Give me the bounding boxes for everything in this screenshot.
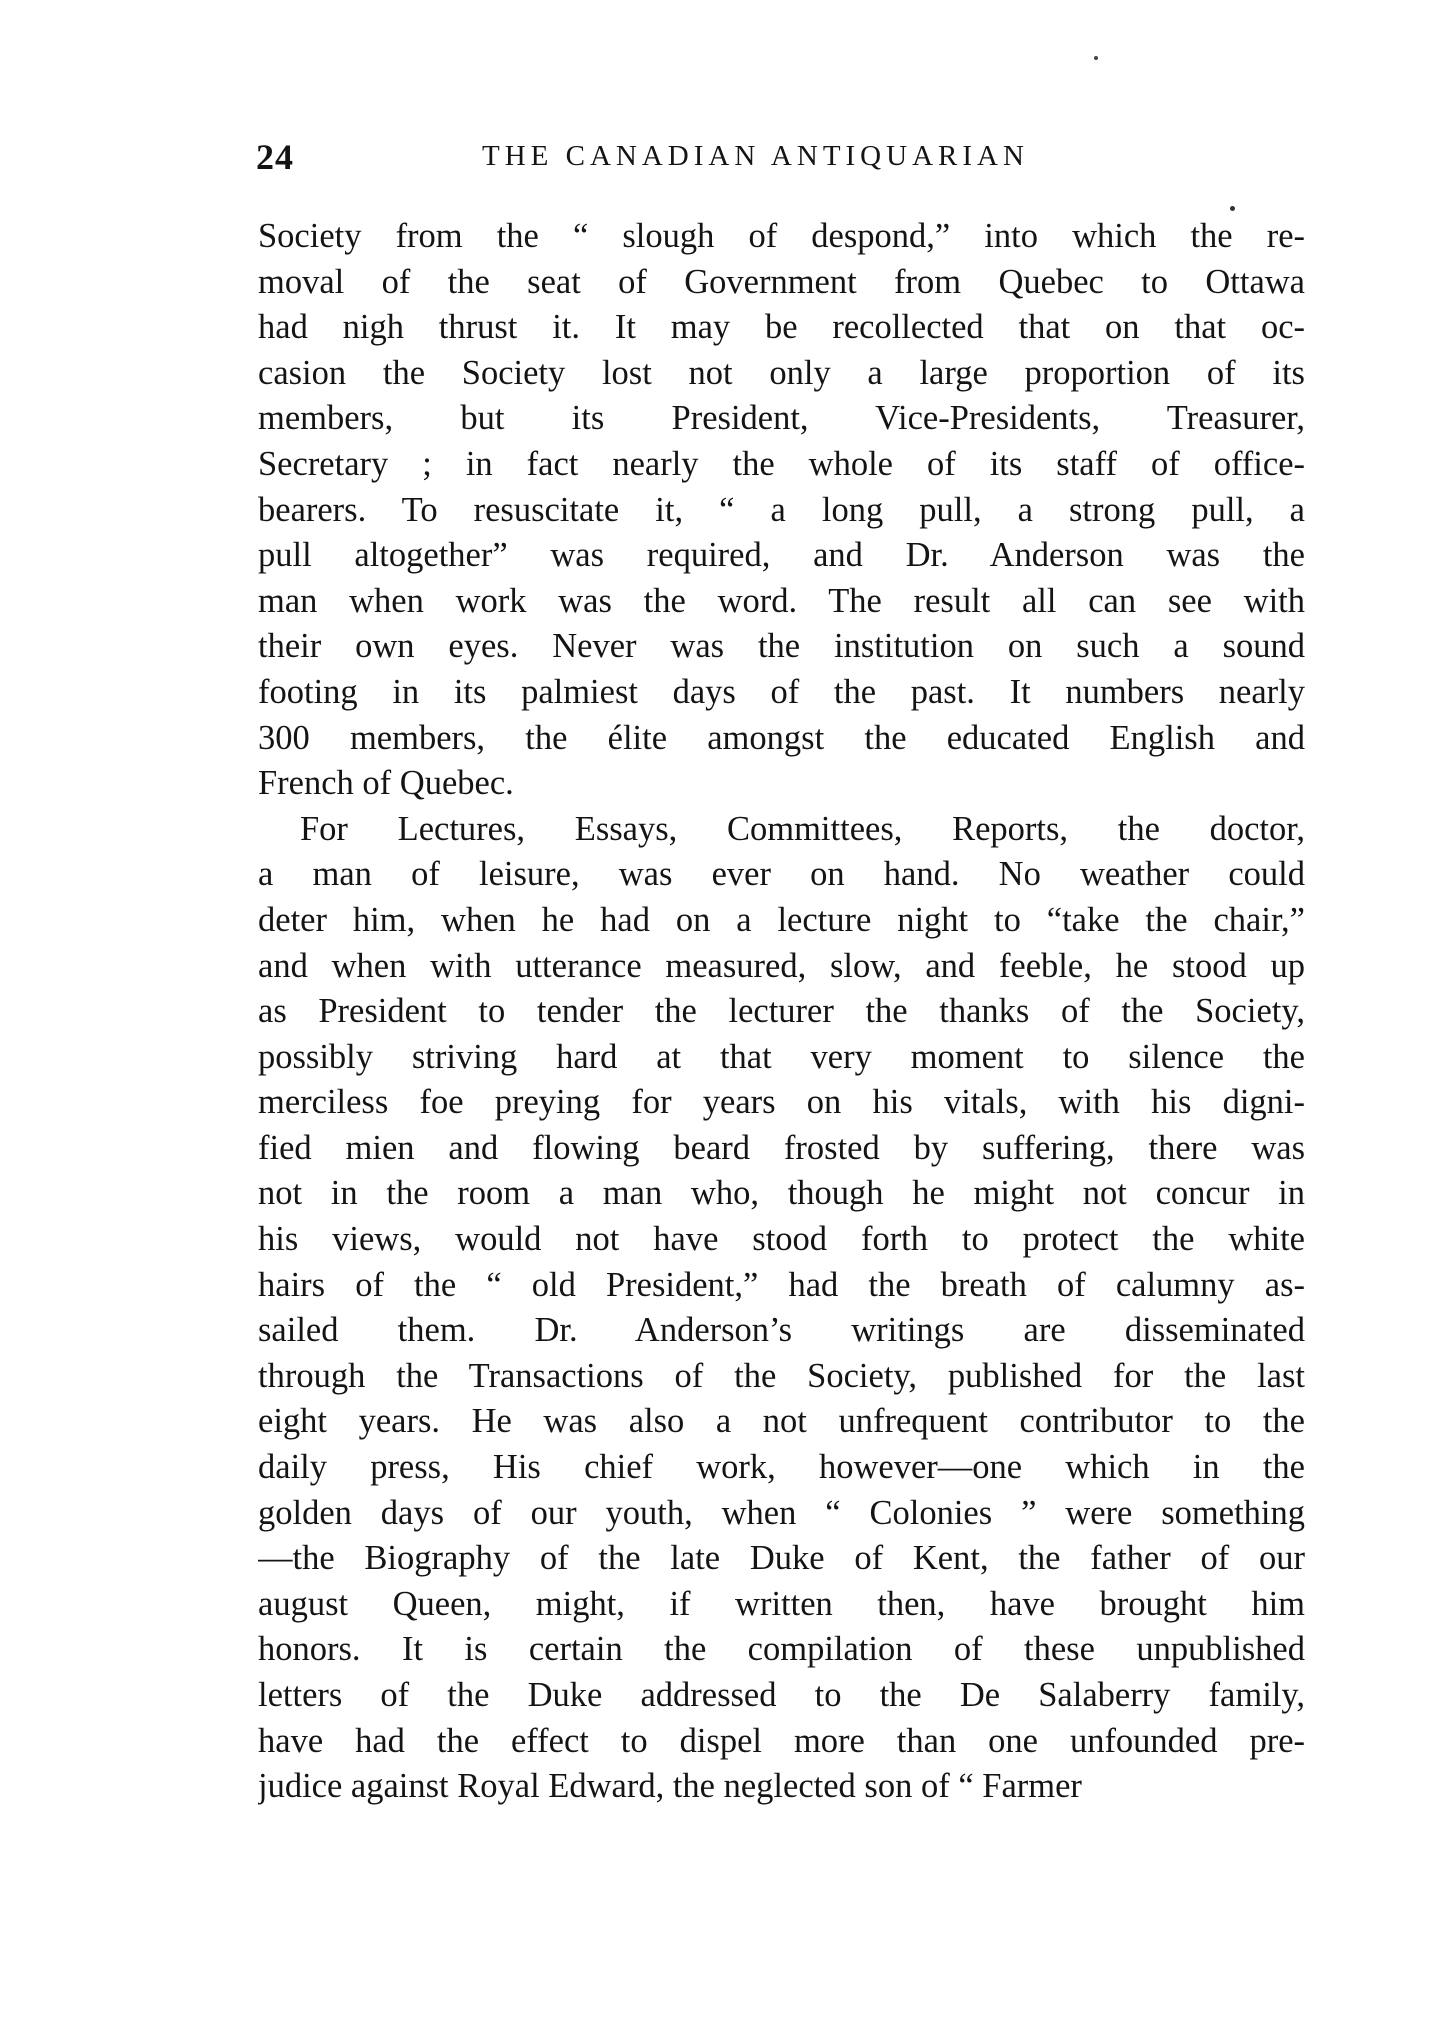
text-line: For Lectures, Essays, Committees, Reports, the doctor, [300, 809, 1305, 848]
text-line: members, but its President, Vice-Presidents, Treasurer, [258, 399, 1305, 438]
text-line: hairs of the “ old President,” had the breath of calumny as- [258, 1265, 1305, 1304]
print-speck [1094, 56, 1098, 60]
text-line: as President to tender the lecturer the thanks of the Society, [258, 992, 1305, 1031]
running-title: THE CANADIAN ANTIQUARIAN [482, 140, 1029, 172]
text-line: moval of the seat of Government from Quebec to Ottawa [258, 262, 1305, 301]
print-speck [1230, 206, 1235, 211]
text-line: his views, would not have stood forth to protect the white [258, 1220, 1305, 1259]
text-line: possibly striving hard at that very moment to silence the [258, 1037, 1305, 1076]
text-line: pull altogether” was required, and Dr. Anderson was the [258, 536, 1305, 575]
text-line: Society from the “ slough of despond,” into which the re- [258, 217, 1305, 255]
body-text [258, 214, 1305, 1914]
paragraph [258, 214, 1305, 807]
text-line: merciless foe preying for years on his vitals, with his digni- [258, 1083, 1305, 1122]
page-number: 24 [256, 137, 294, 177]
text-line: have had the effect to dispel more than one unfounded pre- [258, 1721, 1305, 1760]
text-line: judice against Royal Edward, the neglected son of “ Farmer [258, 1767, 1082, 1806]
paragraph [258, 807, 1305, 1810]
text-line: bearers. To resuscitate it, “ a long pull, a strong pull, a [258, 490, 1305, 529]
text-line: deter him, when he had on a lecture night to “take the chair,” [258, 900, 1305, 939]
text-line: daily press, His chief work, however—one which in the [258, 1448, 1305, 1487]
text-line: their own eyes. Never was the institution on such a sound [258, 627, 1305, 666]
running-head [256, 136, 1306, 186]
text-line: man when work was the word. The result all can see with [258, 581, 1305, 620]
text-line: honors. It is certain the compilation of these unpublished [258, 1630, 1305, 1669]
text-line: august Queen, might, if written then, have brought him [258, 1584, 1305, 1623]
text-line: footing in its palmiest days of the past. It numbers nearly [258, 672, 1305, 711]
text-line: —the Biography of the late Duke of Kent, the father of our [258, 1539, 1305, 1578]
text-line: letters of the Duke addressed to the De Salaberry family, [258, 1676, 1305, 1714]
text-line: a man of leisure, was ever on hand. No weather could [258, 855, 1305, 894]
text-line: French of Quebec. [258, 764, 514, 803]
text-line: sailed them. Dr. Anderson’s writings are disseminated [258, 1311, 1305, 1350]
text-line: golden days of our youth, when “ Colonies ” were something [258, 1493, 1305, 1532]
text-line: eight years. He was also a not unfrequent contributor to the [258, 1402, 1305, 1441]
text-line: 300 members, the élite amongst the educated English and [258, 718, 1305, 757]
text-line: not in the room a man who, though he might not concur in [258, 1174, 1305, 1213]
text-line: through the Transactions of the Society, published for the last [258, 1356, 1305, 1395]
text-line: fied mien and flowing beard frosted by suffering, there was [258, 1128, 1305, 1167]
text-line: casion the Society lost not only a large proportion of its [258, 353, 1305, 392]
text-line: had nigh thrust it. It may be recollected that on that oc- [258, 308, 1305, 347]
text-line: and when with utterance measured, slow, and feeble, he stood up [258, 946, 1305, 985]
text-line: Secretary ; in fact nearly the whole of its staff of office- [258, 444, 1305, 483]
